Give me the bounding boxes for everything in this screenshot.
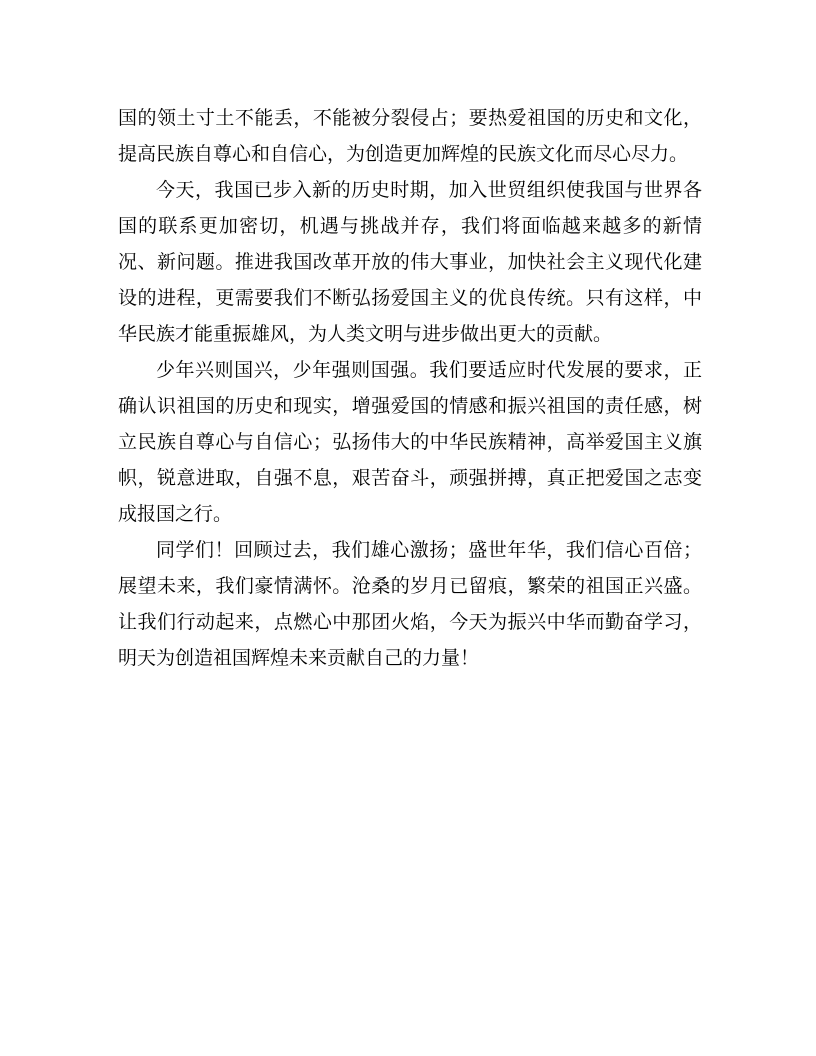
document-body xyxy=(118,100,702,676)
paragraph-continuation: 国的领土寸土不能丢，不能被分裂侵占；要热爱祖国的历史和文化，提高民族自尊心和自信心，为创造更加辉煌的民族文化而尽心尽力。 xyxy=(118,107,702,165)
paragraph: 今天，我国已步入新的历史时期，加入世贸组织使我国与世界各国的联系更加密切，机遇与挑战并存，我们将面临越来越多的新情况、新问题。推进我国改革开放的伟大事业，加快社会主义现代化建设的进程，更需要我们不断弘扬爱国主义的优良传统。只有这样，中华民族才能重振雄风，为人类文明与进步做出更大的贡献。 xyxy=(118,179,702,345)
paragraph: 同学们！回顾过去，我们雄心激扬；盛世年华，我们信心百倍；展望未来，我们豪情满怀。沧桑的岁月已留痕，繁荣的祖国正兴盛。让我们行动起来，点燃心中那团火焰，今天为振兴中华而勤奋学习，明天为创造祖国辉煌未来贡献自己的力量！ xyxy=(118,539,702,669)
paragraph: 少年兴则国兴，少年强则国强。我们要适应时代发展的要求，正确认识祖国的历史和现实，增强爱国的情感和振兴祖国的责任感，树立民族自尊心与自信心；弘扬伟大的中华民族精神，高举爱国主义旗帜，锐意进取，自强不息，艰苦奋斗，顽强拼搏，真正把爱国之志变成报国之行。 xyxy=(118,359,702,525)
